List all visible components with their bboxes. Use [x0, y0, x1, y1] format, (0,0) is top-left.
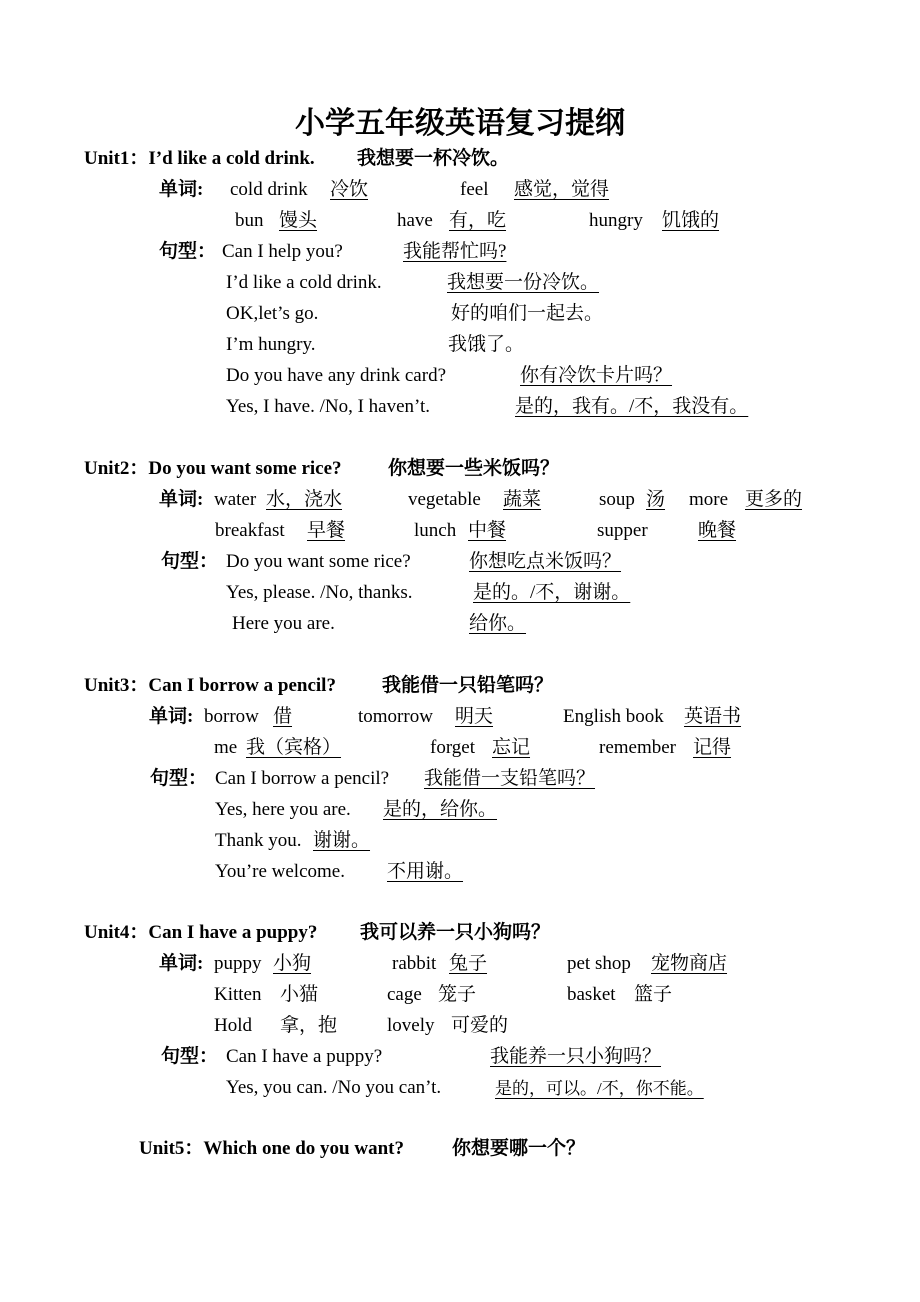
- unit2-word-cn: 晚餐: [698, 520, 737, 541]
- unit2-sentence-label: 句型：: [161, 551, 219, 572]
- unit2-word-en: water: [214, 489, 257, 510]
- unit4-word-en: lovely: [387, 1015, 435, 1036]
- unit4-word-cn: 笼子: [438, 984, 477, 1005]
- unit3-word-cn: 忘记: [492, 737, 531, 758]
- unit1-sentence-en: I’m hungry.: [226, 334, 316, 355]
- unit1-sentence-en: OK,let’s go.: [226, 303, 319, 324]
- unit2-word-cn: 早餐: [307, 520, 346, 541]
- unit1-word-en: feel: [460, 179, 489, 200]
- unit2-word-en: soup: [599, 489, 635, 510]
- unit3-sentence-en: Can I borrow a pencil?: [215, 768, 390, 789]
- unit2-sentence-en: Do you want some rice?: [226, 551, 411, 572]
- unit2-sentence-cn: 你想吃点米饭吗？: [469, 551, 622, 572]
- unit3-word-cn: 英语书: [684, 706, 742, 727]
- unit4-heading-cn: 我可以养一只小狗吗？: [360, 922, 551, 943]
- unit3-word-cn: 明天: [455, 706, 494, 727]
- unit1-heading-cn: 我想要一杯冷饮。: [357, 148, 510, 169]
- unit3-sentence-cn: 我能借一支铅笔吗？: [424, 768, 596, 789]
- unit3-word-cn: 借: [273, 706, 293, 727]
- unit4-sentence-en: Can I have a puppy?: [226, 1046, 383, 1067]
- unit1-sentence-en: Do you have any drink card?: [226, 365, 447, 386]
- unit2-word-cn: 中餐: [468, 520, 507, 541]
- unit3-sentence-cn: 谢谢。: [313, 830, 371, 851]
- unit5-heading: Unit5：Which one do you want?: [139, 1138, 404, 1159]
- unit3-sentence-cn: 是的，给你。: [383, 799, 498, 820]
- unit4-word-cn: 兔子: [449, 953, 488, 974]
- unit3-word-en: tomorrow: [358, 706, 433, 727]
- unit4-word-en: puppy: [214, 953, 262, 974]
- unit2-heading-cn: 你想要一些米饭吗？: [388, 458, 560, 479]
- unit1-heading: Unit1：I’d like a cold drink.: [84, 148, 315, 169]
- unit4-word-en: basket: [567, 984, 616, 1005]
- page-title: 小学五年级英语复习提纲: [295, 107, 625, 140]
- unit3-sentence-label: 句型：: [150, 768, 208, 789]
- unit3-heading-cn: 我能借一只铅笔吗？: [382, 675, 554, 696]
- unit1-sentence-cn: 是的，我有。/不，我没有。: [515, 396, 749, 417]
- unit1-sentence-cn: 我饿了。: [448, 334, 525, 355]
- unit3-word-en: remember: [599, 737, 677, 758]
- unit1-sentence-en: Can I help you?: [222, 241, 343, 262]
- unit3-word-cn: 记得: [693, 737, 732, 758]
- unit2-word-en: more: [689, 489, 729, 510]
- unit1-sentence-en: Yes, I have. /No, I haven’t.: [226, 396, 431, 417]
- unit4-sentence-cn: 我能养一只小狗吗？: [490, 1046, 662, 1067]
- unit1-word-en: hungry: [589, 210, 643, 231]
- unit1-sentence-label: 句型：: [159, 241, 217, 262]
- unit4-sentence-label: 句型：: [161, 1046, 219, 1067]
- unit2-sentence-en: Here you are.: [232, 613, 335, 634]
- unit3-sentence-cn: 不用谢。: [387, 861, 464, 882]
- unit2-heading: Unit2：Do you want some rice?: [84, 458, 342, 479]
- unit2-word-en: vegetable: [408, 489, 481, 510]
- unit1-word-en: bun: [235, 210, 264, 231]
- unit4-word-cn: 拿，抱: [280, 1015, 338, 1036]
- unit4-words-label: 单词:: [159, 953, 204, 974]
- unit4-word-cn: 小猫: [280, 984, 319, 1005]
- unit3-word-en: me: [214, 737, 238, 758]
- unit1-word-en: have: [397, 210, 433, 231]
- unit4-sentence-en: Yes, you can. /No you can’t.: [226, 1077, 442, 1098]
- unit1-words-label: 单词:: [159, 179, 204, 200]
- unit4-word-en: cage: [387, 984, 422, 1005]
- unit4-word-cn: 可爱的: [451, 1015, 509, 1036]
- unit5-heading-cn: 你想要哪一个？: [452, 1138, 586, 1159]
- unit3-sentence-en: You’re welcome.: [215, 861, 345, 882]
- unit4-word-cn: 小狗: [273, 953, 312, 974]
- unit3-word-en: forget: [430, 737, 476, 758]
- unit2-word-cn: 更多的: [745, 489, 803, 510]
- unit1-word-cn: 馒头: [279, 210, 318, 231]
- unit4-word-cn: 宠物商店: [651, 953, 728, 974]
- unit2-sentence-cn: 是的。/不，谢谢。: [473, 582, 631, 603]
- unit1-word-cn: 感觉，觉得: [514, 179, 610, 200]
- unit1-word-cn: 有，吃: [449, 210, 507, 231]
- unit4-heading: Unit4：Can I have a puppy?: [84, 922, 318, 943]
- unit4-sentence-cn: 是的，可以。/不，你不能。: [495, 1079, 704, 1098]
- unit2-word-cn: 蔬菜: [503, 489, 542, 510]
- unit2-sentence-cn: 给你。: [469, 613, 527, 634]
- unit1-sentence-en: I’d like a cold drink.: [226, 272, 382, 293]
- unit2-word-cn: 水，浇水: [266, 489, 343, 510]
- unit3-word-en: borrow: [204, 706, 259, 727]
- unit2-word-en: lunch: [414, 520, 457, 541]
- unit4-word-cn: 篮子: [634, 984, 673, 1005]
- unit1-word-cn: 冷饮: [330, 179, 369, 200]
- unit3-heading: Unit3：Can I borrow a pencil?: [84, 675, 336, 696]
- unit2-word-en: supper: [597, 520, 648, 541]
- unit2-words-label: 单词:: [159, 489, 204, 510]
- unit3-word-cn: 我（宾格）: [246, 737, 342, 758]
- unit4-word-en: Kitten: [214, 984, 262, 1005]
- unit3-sentence-en: Thank you.: [215, 830, 302, 851]
- unit4-word-en: pet shop: [567, 953, 631, 974]
- unit1-sentence-cn: 我能帮忙吗?: [403, 241, 507, 262]
- unit3-word-en: English book: [563, 706, 664, 727]
- unit2-word-cn: 汤: [646, 489, 666, 510]
- unit1-sentence-cn: 好的咱们一起去。: [451, 303, 604, 324]
- unit2-sentence-en: Yes, please. /No, thanks.: [226, 582, 413, 603]
- unit1-sentence-cn: 你有冷饮卡片吗？: [520, 365, 673, 386]
- unit3-sentence-en: Yes, here you are.: [215, 799, 351, 820]
- unit4-word-en: rabbit: [392, 953, 437, 974]
- unit2-word-en: breakfast: [215, 520, 285, 541]
- unit1-word-en: cold drink: [230, 179, 308, 200]
- unit1-sentence-cn: 我想要一份冷饮。: [447, 272, 600, 293]
- unit4-word-en: Hold: [214, 1015, 252, 1036]
- unit3-words-label: 单词:: [149, 706, 194, 727]
- unit1-word-cn: 饥饿的: [662, 210, 720, 231]
